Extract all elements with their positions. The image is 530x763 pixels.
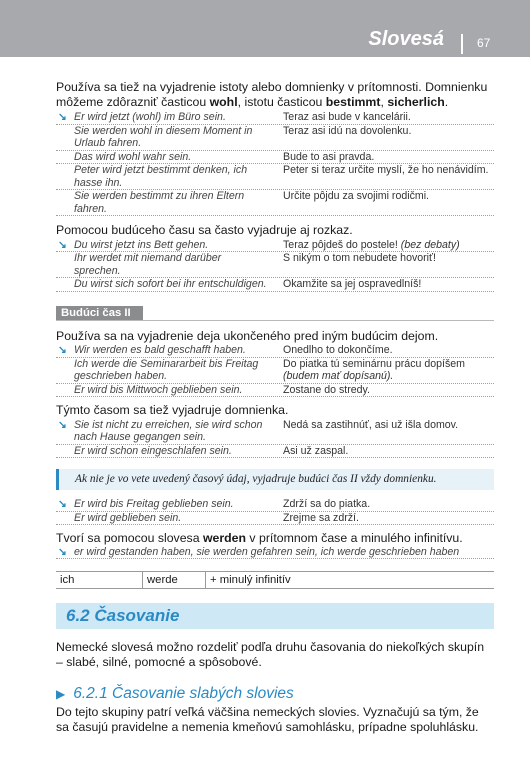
grammar-table <box>56 571 494 589</box>
example-row: ↘ Er wird bis Freitag geblieben sein. Zdrží sa do piatka. <box>56 498 494 512</box>
example-row: Peter wird jetzt bestimmt denken, ich hasse ihn. Peter si teraz určite myslí, že ho nenávidím. <box>56 164 494 190</box>
example-row: Sie werden bestimmt zu ihren Eltern fahren. Určite pôjdu za svojimi rodičmi. <box>56 190 494 216</box>
example-table-2 <box>56 239 494 292</box>
triangle-right-icon: ▶ <box>56 687 66 701</box>
example-row: ↘ Wir werden es bald geschafft haben. Onedlho to dokončíme. <box>56 344 494 358</box>
example-row: Das wird wohl wahr sein. Bude to asi pravda. <box>56 151 494 165</box>
keyword-bestimmt: bestimmt <box>325 94 381 109</box>
example-row: Er wird geblieben sein. Zrejme sa zdrží. <box>56 512 494 526</box>
subsection-title: ▶ 6.2.1 Časovanie slabých slovies <box>56 685 294 702</box>
page-content <box>56 80 494 734</box>
grammar-cell-infinitive: + minulý infinitív <box>210 574 291 586</box>
keyword-werden: werden <box>202 531 247 545</box>
weak-verbs-paragraph: Do tejto skupiny patrí veľká väčšina nemeckých slovies. Vyznačujú sa tým, že sa časujú pravidelne a nemenia kmeňovú samohlásku, prípadne spoluhlásku. <box>56 705 479 734</box>
arrow-down-right-icon: ↘ <box>58 545 67 558</box>
command-paragraph: Pomocou budúceho času sa často vyjadruje aj rozkaz. <box>56 223 353 237</box>
example-table-1 <box>56 111 494 216</box>
example-row: Du wirst sich sofort bei ihr entschuldigen. Okamžite sa jej ospravedlníš! <box>56 278 494 292</box>
formation-paragraph: Tvorí sa pomocou slovesa werden v prítomnom čase a minulého infinitívu. <box>56 531 463 545</box>
page-header <box>0 0 530 57</box>
arrow-down-right-icon: ↘ <box>58 498 67 510</box>
conjugation-paragraph: Nemecké slovesá možno rozdeliť podľa druhu časovania do niekoľkých skupín – slabé, silné, pomocné a spôsobové. <box>56 640 485 669</box>
assumption-paragraph: Týmto časom sa tiež vyjadruje domnienka. <box>56 403 289 417</box>
section-label-future-2: Budúci čas II <box>56 306 143 320</box>
chapter-title: Slovesá <box>368 28 444 50</box>
keyword-wohl: wohl <box>209 94 238 109</box>
formation-example: ↘ er wird gestanden haben, sie werden gefahren sein, ich werde geschrieben haben <box>56 546 494 560</box>
grammar-cell-pronoun: ich <box>56 572 143 588</box>
example-table-3 <box>56 344 494 397</box>
example-row: Ihr werdet mit niemand darüber sprechen. S nikým o tom nebudete hovoriť! <box>56 252 494 278</box>
example-table-4 <box>56 419 494 459</box>
page-number: 67 <box>477 36 491 50</box>
section-title: 6.2 Časovanie <box>56 603 494 629</box>
example-row: Sie werden wohl in diesem Moment in Urlaub fahren. Teraz asi idú na dovolenku. <box>56 125 494 151</box>
section-divider <box>56 320 494 321</box>
example-row: ↘ Du wirst jetzt ins Bett gehen. Teraz pôjdeš do postele! (bez debaty) <box>56 239 494 253</box>
example-row: Er wird bis Mittwoch geblieben sein. Zostane do stredy. <box>56 384 494 398</box>
note-box: Ak nie je vo vete uvedený časový údaj, vyjadruje budúci čas II vždy domnienku. <box>56 469 494 490</box>
future2-paragraph: Používa sa na vyjadrenie deja ukončeného pred iným budúcim dejom. <box>56 328 439 343</box>
arrow-down-right-icon: ↘ <box>58 344 67 356</box>
intro-paragraph: Používa sa tiež na vyjadrenie istoty alebo domnienky v prítomnosti. Domnienku môžeme zdôrazniť časticou wohl, istotu časticou bestimmt, sicherlich. <box>56 80 488 109</box>
arrow-down-right-icon: ↘ <box>58 418 67 431</box>
example-row: ↘ Er wird jetzt (wohl) im Büro sein. Teraz asi bude v kancelárii. <box>56 111 494 125</box>
example-row: Ich werde die Seminararbeit bis Freitag geschrieben haben. Do piatka tú seminárnu prácu dopíšem (budem mať dopísanú). <box>56 358 494 384</box>
grammar-cell-auxiliary: werde <box>143 572 206 588</box>
arrow-down-right-icon: ↘ <box>58 238 67 251</box>
example-row: Er wird schon eingeschlafen sein. Asi už zaspal. <box>56 445 494 459</box>
example-table-5 <box>56 498 494 525</box>
arrow-down-right-icon: ↘ <box>58 111 67 123</box>
keyword-sicherlich: sicherlich <box>387 94 445 109</box>
example-row: ↘ Sie ist nicht zu erreichen, sie wird schon nach Hause gegangen sein. Nedá sa zastihnúť, asi už išla domov. <box>56 419 494 445</box>
header-divider <box>461 34 463 54</box>
